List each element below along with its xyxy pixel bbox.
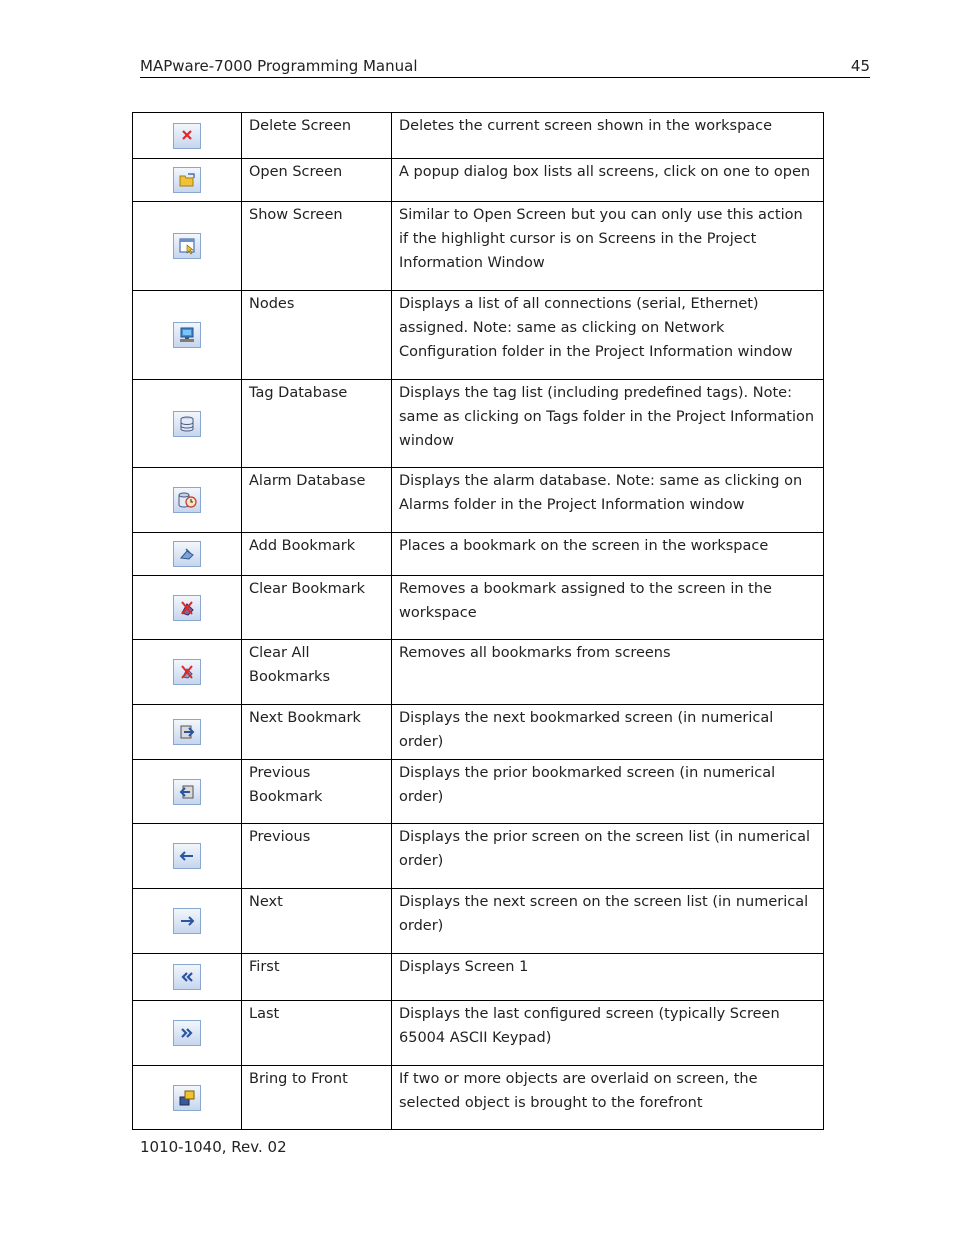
- command-description: A popup dialog box lists all screens, click on one to open: [392, 159, 824, 202]
- command-name: Previous: [242, 824, 392, 889]
- next-arrow-icon: [173, 908, 201, 934]
- command-description: Displays the last configured screen (typically Screen 65004 ASCII Keypad): [392, 1001, 824, 1066]
- table-row: [133, 954, 824, 1001]
- table-row: [133, 640, 824, 705]
- command-name: Next Bookmark: [242, 705, 392, 760]
- delete-screen-icon: [173, 123, 201, 149]
- command-name: First: [242, 954, 392, 1001]
- open-screen-icon: [173, 167, 201, 193]
- command-description: If two or more objects are overlaid on screen, the selected object is brought to the forefront: [392, 1066, 824, 1130]
- previous-bookmark-icon: [173, 779, 201, 805]
- command-name: Tag Database: [242, 380, 392, 468]
- toolbar-command-table: [132, 112, 824, 1130]
- table-row: [133, 576, 824, 640]
- table-row: [133, 705, 824, 760]
- table-row: [133, 760, 824, 824]
- document-revision: 1010-1040, Rev. 02: [140, 1138, 287, 1156]
- table-row: [133, 889, 824, 954]
- command-description: Displays the next bookmarked screen (in numerical order): [392, 705, 824, 760]
- table-row: [133, 380, 824, 468]
- command-name: Previous Bookmark: [242, 760, 392, 824]
- first-double-chevron-icon: [173, 964, 201, 990]
- table-row: [133, 159, 824, 202]
- alarm-database-icon: [173, 487, 201, 513]
- tag-database-icon: [173, 411, 201, 437]
- command-description: Displays the alarm database. Note: same as clicking on Alarms folder in the Project Information window: [392, 468, 824, 533]
- manual-title: MAPware-7000 Programming Manual: [140, 57, 418, 75]
- command-name: Bring to Front: [242, 1066, 392, 1130]
- clear-all-bookmarks-icon: [173, 659, 201, 685]
- command-name: Delete Screen: [242, 113, 392, 159]
- page-number: 45: [850, 57, 870, 75]
- command-name: Show Screen: [242, 202, 392, 291]
- show-screen-icon: [173, 233, 201, 259]
- command-description: Displays a list of all connections (serial, Ethernet) assigned. Note: same as clicking on Network Configuration folder in the Project Information window: [392, 291, 824, 380]
- add-bookmark-icon: [173, 541, 201, 567]
- command-description: Removes a bookmark assigned to the screen in the workspace: [392, 576, 824, 640]
- table-row: [133, 824, 824, 889]
- command-name: Alarm Database: [242, 468, 392, 533]
- command-name: Clear Bookmark: [242, 576, 392, 640]
- command-name: Last: [242, 1001, 392, 1066]
- command-name: Nodes: [242, 291, 392, 380]
- command-description: Deletes the current screen shown in the workspace: [392, 113, 824, 159]
- command-name: Add Bookmark: [242, 533, 392, 576]
- table-row: [133, 202, 824, 291]
- command-description: Displays the prior screen on the screen list (in numerical order): [392, 824, 824, 889]
- command-description: Similar to Open Screen but you can only use this action if the highlight cursor is on Screens in the Project Information Window: [392, 202, 824, 291]
- command-description: Places a bookmark on the screen in the workspace: [392, 533, 824, 576]
- table-row: [133, 291, 824, 380]
- command-name: Clear All Bookmarks: [242, 640, 392, 705]
- command-description: Removes all bookmarks from screens: [392, 640, 824, 705]
- table-row: [133, 1066, 824, 1130]
- page-header: [140, 57, 870, 78]
- next-bookmark-icon: [173, 719, 201, 745]
- command-name: Open Screen: [242, 159, 392, 202]
- command-name: Next: [242, 889, 392, 954]
- nodes-icon: [173, 322, 201, 348]
- table-row: [133, 468, 824, 533]
- bring-to-front-icon: [173, 1085, 201, 1111]
- clear-bookmark-icon: [173, 595, 201, 621]
- table-row: [133, 113, 824, 159]
- command-description: Displays Screen 1: [392, 954, 824, 1001]
- command-description: Displays the next screen on the screen list (in numerical order): [392, 889, 824, 954]
- last-double-chevron-icon: [173, 1020, 201, 1046]
- command-description: Displays the prior bookmarked screen (in numerical order): [392, 760, 824, 824]
- previous-arrow-icon: [173, 843, 201, 869]
- command-description: Displays the tag list (including predefined tags). Note: same as clicking on Tags folder in the Project Information window: [392, 380, 824, 468]
- table-row: [133, 1001, 824, 1066]
- table-row: [133, 533, 824, 576]
